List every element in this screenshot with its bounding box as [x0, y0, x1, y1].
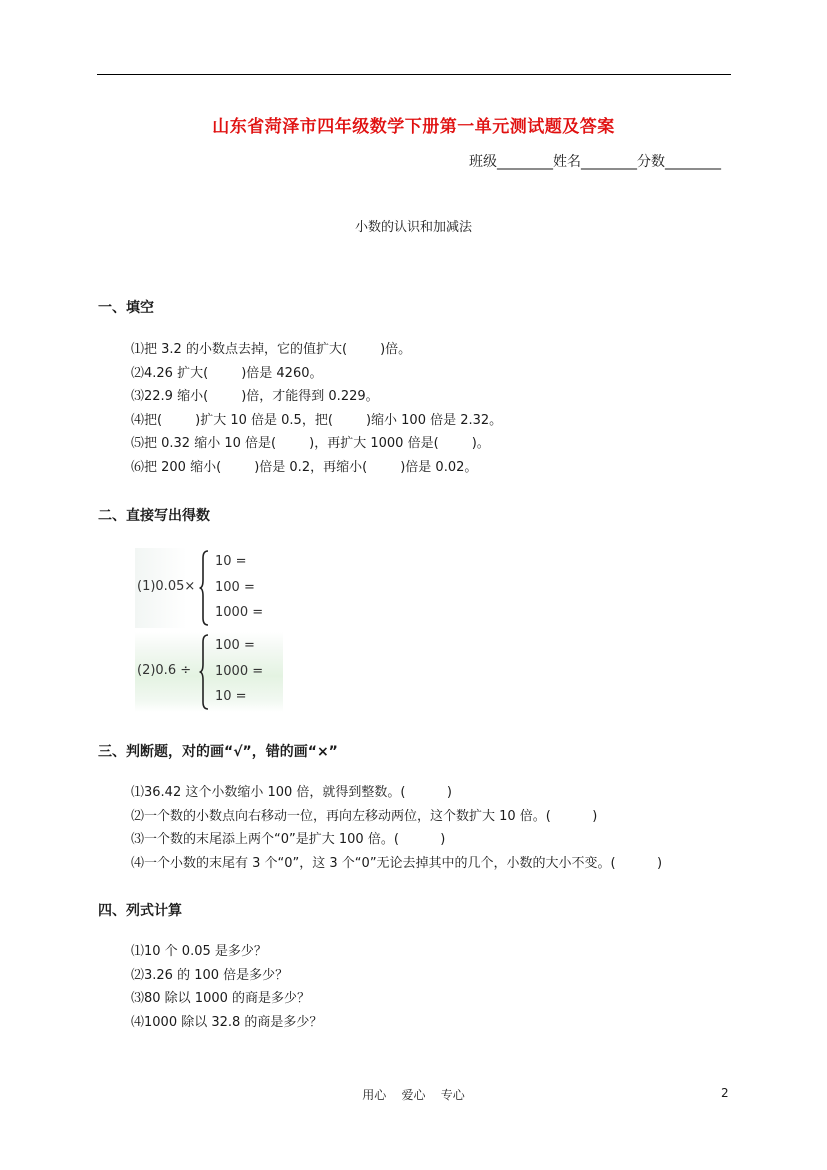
exercise-line: 100 =: [215, 638, 255, 653]
document-subtitle: 小数的认识和加减法: [354, 220, 472, 235]
question-item: ⑴36.42 这个小数缩小 100 倍，就得到整数。( ): [131, 785, 452, 800]
question-item: ⑶22.9 缩小( )倍，才能得到 0.229。: [131, 389, 379, 405]
left-brace-icon: [199, 634, 209, 710]
section-heading-true-false: 三、判断题，对的画“√”，错的画“×”: [98, 744, 338, 760]
section-heading-direct-answers: 二、直接写出得数: [98, 508, 210, 524]
exercise-line: 1000 =: [215, 605, 264, 620]
section-heading-calculation: 四、列式计算: [98, 903, 182, 919]
question-item: ⑷把( )扩大 10 倍是 0.5，把( )缩小 100 倍是 2.32。: [131, 412, 503, 428]
left-brace-icon: [199, 550, 209, 626]
division-expression: (2)0.6 ÷: [137, 663, 192, 678]
exercise-line: 10 =: [215, 689, 247, 704]
footer-motto: 用心 爱心 专心: [362, 1088, 465, 1102]
true-false-list: [131, 781, 662, 875]
exercise-line: 10 =: [215, 554, 247, 569]
exercise-line: 1000 =: [215, 664, 264, 679]
multiplication-exercise: [135, 548, 283, 628]
multiplication-expression: (1)0.05×: [137, 579, 196, 594]
question-item: ⑴10 个 0.05 是多少？: [131, 944, 267, 959]
question-item: ⑷1000 除以 32.8 的商是多少？: [131, 1014, 323, 1030]
section-heading-fill-blank: 一、填空: [98, 300, 154, 316]
math-exercise-figure: [135, 548, 283, 712]
student-info-line: 班级________姓名________分数________: [469, 154, 721, 170]
exercise-line: 100 =: [215, 580, 255, 595]
question-item: ⑵一个数的小数点向右移动一位，再向左移动两位，这个数扩大 10 倍。( ): [131, 808, 598, 824]
question-item: ⑵4.26 扩大( )倍是 4260。: [131, 365, 323, 381]
question-item: ⑶80 除以 1000 的商是多少？: [131, 991, 311, 1007]
header-rule: [97, 74, 731, 75]
fill-blank-list: [131, 338, 502, 480]
question-item: ⑹把 200 缩小( )倍是 0.2，再缩小( )倍是 0.02。: [131, 459, 478, 475]
question-item: ⑵3.26 的 100 倍是多少？: [131, 967, 289, 983]
question-item: ⑶一个数的末尾添上两个“0”是扩大 100 倍。( ): [131, 832, 446, 848]
question-item: ⑸把 0.32 缩小 10 倍是( )，再扩大 1000 倍是( )。: [131, 436, 490, 452]
document-title: 山东省菏泽市四年级数学下册第一单元测试题及答案: [212, 117, 615, 137]
page-number: 2: [721, 1086, 729, 1100]
question-item: ⑷一个小数的末尾有 3 个“0”，这 3 个“0”无论去掉其中的几个，小数的大小不变。( ): [131, 855, 663, 871]
calculation-list: [131, 940, 322, 1034]
division-exercise: [135, 632, 283, 712]
question-item: ⑴把 3.2 的小数点去掉，它的值扩大( )倍。: [131, 342, 412, 357]
